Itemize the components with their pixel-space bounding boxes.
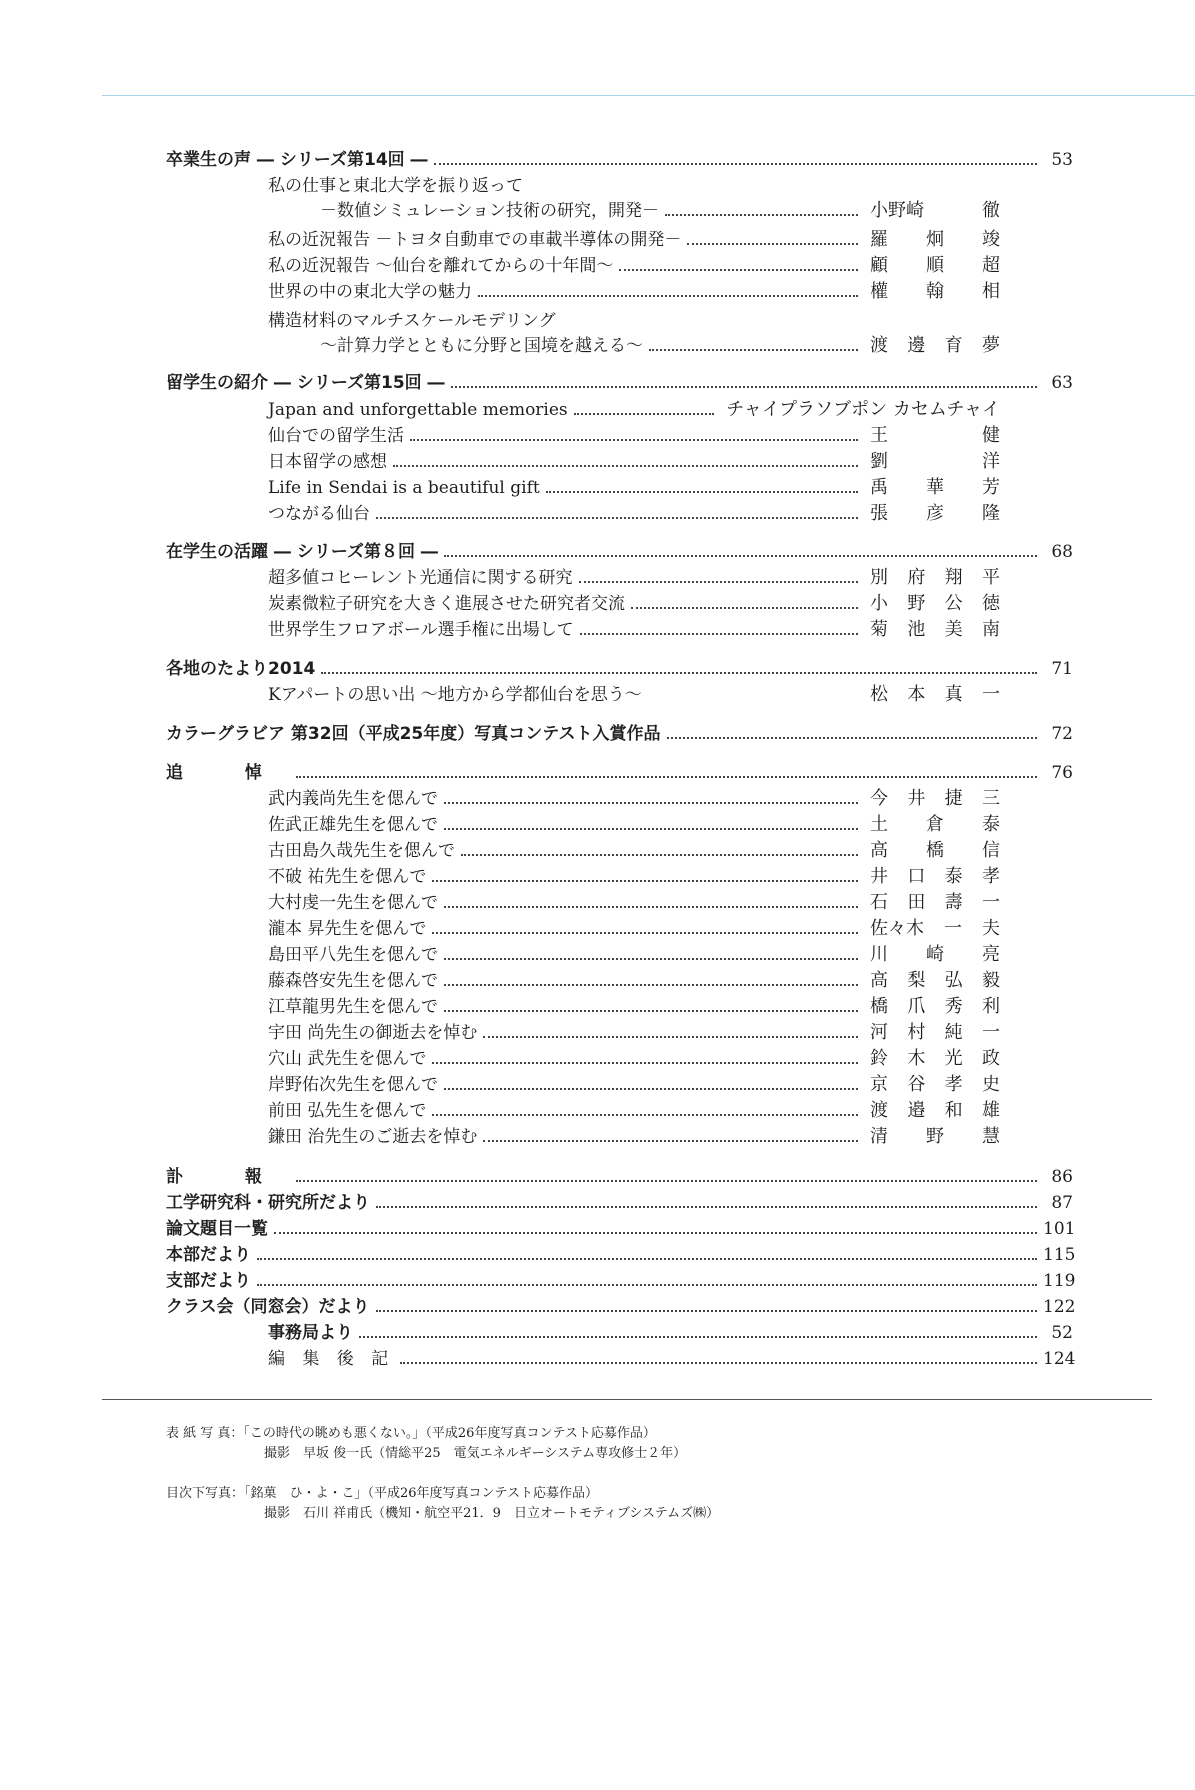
section-title: 各地のたより2014 (166, 659, 316, 679)
toc-entry[interactable] (268, 501, 1000, 527)
caption-line: 目次下写真：「銘菓 ひ・よ・こ」（平成26年度写真コンテスト応募作品） (166, 1486, 599, 1501)
entry-title: つながる仙台 (268, 504, 370, 524)
entry-author: 權 翰 相 (870, 281, 1000, 302)
dot-leader (296, 1180, 1037, 1182)
section-title: 追 悼 (166, 763, 290, 783)
toc-entry[interactable] (268, 475, 1000, 501)
toc-section-editors-note[interactable] (268, 1346, 1076, 1372)
caption-line: 撮影 石川 祥甫氏（機知・航空平21．9 日立オートモティブシステムズ㈱） (264, 1506, 720, 1521)
toc-section-memorial[interactable] (166, 760, 1073, 786)
toc-entry[interactable] (268, 1046, 1000, 1072)
toc-entry[interactable] (268, 308, 556, 334)
entry-title: 前田 弘先生を偲んで (268, 1101, 427, 1121)
entry-title: 江草龍男先生を偲んで (268, 997, 438, 1017)
entry-title: 私の近況報告 ～仙台を離れてからの十年間～ (268, 256, 614, 276)
entry-title: 大村虔一先生を偲んで (268, 893, 438, 913)
toc-section-headquarters[interactable] (166, 1242, 1076, 1268)
toc-entry[interactable] (268, 173, 523, 199)
toc-entry[interactable] (268, 942, 1000, 968)
toc-entry[interactable] (268, 682, 1000, 708)
dot-leader (649, 349, 858, 351)
page-number: 87 (1051, 1193, 1073, 1213)
entry-author: 王 健 (870, 425, 1000, 446)
dot-leader (376, 1206, 1037, 1208)
toc-entry[interactable] (268, 591, 1000, 617)
section-title: 論文題目一覧 (166, 1219, 268, 1239)
toc-section-thesis-list[interactable] (166, 1216, 1076, 1242)
toc-entry[interactable] (268, 864, 1000, 890)
toc-section-current-students[interactable] (166, 539, 1073, 565)
entry-author: 井 口 泰 孝 (870, 866, 1000, 887)
toc-section-color-gravure[interactable] (166, 721, 1073, 747)
dot-leader (687, 243, 858, 245)
page-number: 52 (1051, 1323, 1073, 1343)
toc-entry[interactable] (268, 397, 1000, 423)
dot-leader (444, 984, 858, 986)
entry-author: 渡 邉 和 雄 (870, 1100, 1000, 1121)
toc-entry[interactable] (268, 890, 1000, 916)
dot-leader (376, 1310, 1038, 1312)
dot-leader (296, 776, 1037, 778)
entry-title: Life in Sendai is a beautiful gift (268, 478, 540, 498)
entry-author: 渡 邊 育 夢 (870, 335, 1000, 356)
entry-author: チャイプラソブポン カセムチャイ (726, 399, 1000, 420)
bottom-rule (102, 1399, 1152, 1400)
entry-author: 劉 洋 (870, 451, 1000, 472)
toc-entry[interactable] (268, 786, 1000, 812)
caption-line: 表 紙 写 真：「この時代の眺めも悪くない。」（平成26年度写真コンテスト応募作品） (166, 1426, 656, 1441)
toc-entry[interactable] (268, 968, 1000, 994)
page-number: 72 (1051, 724, 1073, 744)
toc-section-research-news[interactable] (166, 1190, 1073, 1216)
cover-photo-caption (166, 1424, 686, 1464)
entry-author: 菊 池 美 南 (870, 619, 1000, 640)
page-number: 68 (1051, 542, 1073, 562)
dot-leader (574, 413, 715, 415)
entry-author: 高 橋 信 (870, 840, 1000, 861)
entry-author: 張 彦 隆 (870, 503, 1000, 524)
dot-leader (444, 906, 858, 908)
entry-author: 佐々木 一 夫 (870, 918, 1000, 939)
entry-author: 松 本 真 一 (870, 684, 1000, 705)
entry-title: 宇田 尚先生の御逝去を悼む (268, 1023, 478, 1043)
dot-leader (461, 854, 858, 856)
dot-leader (434, 163, 1037, 165)
entry-title: 炭素微粒子研究を大きく進展させた研究者交流 (268, 594, 625, 614)
toc-section-intl-students[interactable] (166, 370, 1073, 396)
page-number: 53 (1051, 150, 1073, 170)
entry-author: 土 倉 泰 (870, 814, 1000, 835)
entry-subtitle: －数値シミュレーション技術の研究，開発－ (320, 201, 659, 221)
toc-entry[interactable] (268, 1124, 1000, 1150)
dot-leader (631, 607, 858, 609)
toc-photo-caption (166, 1484, 719, 1524)
dot-leader (546, 491, 858, 493)
entry-author: 小 野 公 徳 (870, 593, 1000, 614)
toc-entry[interactable] (268, 1020, 1000, 1046)
dot-leader (444, 1010, 858, 1012)
entry-title: 不破 祐先生を偲んで (268, 867, 427, 887)
entry-author: 今 井 捷 三 (870, 788, 1000, 809)
toc-section-class-reunion[interactable] (166, 1294, 1076, 1320)
dot-leader (432, 1114, 858, 1116)
entry-title: 佐武正雄先生を偲んで (268, 815, 438, 835)
entry-title: 穴山 武先生を偲んで (268, 1049, 427, 1069)
toc-entry[interactable] (268, 994, 1000, 1020)
dot-leader (444, 958, 858, 960)
toc-entry[interactable] (268, 227, 1000, 253)
entry-title: 超多値コヒーレント光通信に関する研究 (268, 568, 573, 588)
toc-entry[interactable] (268, 1072, 1000, 1098)
toc-entry-subtitle[interactable] (320, 333, 1000, 359)
entry-author: 橋 爪 秀 利 (870, 996, 1000, 1017)
toc-entry[interactable] (268, 253, 1000, 279)
toc-entry[interactable] (268, 565, 1000, 591)
dot-leader (257, 1284, 1037, 1286)
section-title: 留学生の紹介 ― シリーズ第15回 ― (166, 373, 445, 393)
entry-title: 鎌田 治先生のご逝去を悼む (268, 1127, 478, 1147)
section-title: 本部だより (166, 1245, 251, 1265)
toc-section-regional-news[interactable] (166, 656, 1073, 682)
dot-leader (321, 672, 1037, 674)
dot-leader (393, 465, 858, 467)
entry-author: 石 田 壽 一 (870, 892, 1000, 913)
toc-section-graduates[interactable] (166, 147, 1073, 173)
section-title: 在学生の活躍 ― シリーズ第８回 ― (166, 542, 438, 562)
page-number: 122 (1043, 1297, 1076, 1317)
dot-leader (444, 828, 858, 830)
page-number: 119 (1043, 1271, 1076, 1291)
entry-title: 世界学生フロアボール選手権に出場して (268, 620, 574, 640)
page-number: 76 (1051, 763, 1073, 783)
toc-entry[interactable] (268, 423, 1000, 449)
entry-author: 鈴 木 光 政 (870, 1048, 1000, 1069)
dot-leader (580, 633, 858, 635)
section-title: クラス会（同窓会）だより (166, 1297, 370, 1317)
entry-title: 仙台での留学生活 (268, 426, 404, 446)
entry-title: 藤森啓安先生を偲んで (268, 971, 438, 991)
page-number: 86 (1051, 1167, 1073, 1187)
dot-leader (667, 737, 1037, 739)
toc-entry[interactable] (268, 916, 1000, 942)
page-number: 115 (1043, 1245, 1076, 1265)
dot-leader (432, 932, 858, 934)
entry-title: 武内義尚先生を偲んで (268, 789, 438, 809)
toc-entry[interactable] (268, 838, 1000, 864)
caption-line: 撮影 早坂 俊一氏（情総平25 電気エネルギーシステム専攻修士２年） (264, 1446, 687, 1461)
section-title: カラーグラビア 第32回（平成25年度）写真コンテスト入賞作品 (166, 724, 661, 744)
section-title: 支部だより (166, 1271, 251, 1291)
toc-entry[interactable] (268, 1098, 1000, 1124)
entry-title: Japan and unforgettable memories (268, 400, 568, 420)
entry-title: 岸野佑次先生を偲んで (268, 1075, 438, 1095)
dot-leader (432, 1062, 858, 1064)
toc-section-office[interactable] (268, 1320, 1073, 1346)
entry-author: 清 野 慧 (870, 1126, 1000, 1147)
dot-leader (444, 555, 1037, 557)
dot-leader (619, 269, 858, 271)
entry-title: 構造材料のマルチスケールモデリング (268, 311, 556, 331)
toc-entry[interactable] (268, 617, 1000, 643)
dot-leader (478, 295, 858, 297)
section-title: 工学研究科・研究所だより (166, 1193, 370, 1213)
entry-subtitle: ～計算力学とともに分野と国境を越える～ (320, 336, 643, 356)
section-title: 訃 報 (166, 1167, 290, 1187)
toc-entry[interactable] (268, 812, 1000, 838)
dot-leader (359, 1336, 1037, 1338)
dot-leader (579, 581, 858, 583)
entry-author: 別 府 翔 平 (870, 567, 1000, 588)
entry-title: 島田平八先生を偲んで (268, 945, 438, 965)
dot-leader (451, 386, 1037, 388)
entry-author: 川 崎 亮 (870, 944, 1000, 965)
entry-title: 私の仕事と東北大学を振り返って (268, 176, 523, 196)
toc-entry[interactable] (268, 279, 1000, 305)
page-number: 124 (1043, 1349, 1076, 1369)
page-number: 63 (1051, 373, 1073, 393)
page-number: 101 (1043, 1219, 1076, 1239)
entry-author: 羅 炯 竣 (870, 229, 1000, 250)
entry-author: 顧 順 超 (870, 255, 1000, 276)
entry-author: 京 谷 孝 史 (870, 1074, 1000, 1095)
dot-leader (410, 439, 858, 441)
dot-leader (483, 1036, 858, 1038)
entry-title: Kアパートの思い出 ～地方から学都仙台を思う～ (268, 685, 642, 705)
entry-title: 瀧本 昇先生を偲んで (268, 919, 427, 939)
dot-leader (376, 517, 858, 519)
dot-leader (274, 1232, 1037, 1234)
dot-leader (444, 802, 858, 804)
dot-leader (400, 1362, 1037, 1364)
toc-entry[interactable] (268, 449, 1000, 475)
section-title: 編 集 後 記 (268, 1349, 395, 1369)
entry-author: 禹 華 芳 (870, 477, 1000, 498)
entry-title: 世界の中の東北大学の魅力 (268, 282, 472, 302)
dot-leader (444, 1088, 858, 1090)
dot-leader (432, 880, 858, 882)
toc-section-branches[interactable] (166, 1268, 1076, 1294)
section-title: 卒業生の声 ― シリーズ第14回 ― (166, 150, 428, 170)
entry-title: 私の近況報告 －トヨタ自動車での車載半導体の開発－ (268, 230, 682, 250)
toc-entry-subtitle[interactable] (320, 198, 1000, 224)
dot-leader (257, 1258, 1037, 1260)
section-title: 事務局より (268, 1323, 353, 1343)
dot-leader (665, 214, 858, 216)
entry-author: 小野崎 徹 (870, 200, 1000, 221)
dot-leader (483, 1140, 858, 1142)
entry-author: 高 梨 弘 毅 (870, 970, 1000, 991)
entry-title: 古田島久哉先生を偲んで (268, 841, 455, 861)
page-number: 71 (1051, 659, 1073, 679)
toc-section-obituary[interactable] (166, 1164, 1073, 1190)
entry-title: 日本留学の感想 (268, 452, 387, 472)
entry-author: 河 村 純 一 (870, 1022, 1000, 1043)
